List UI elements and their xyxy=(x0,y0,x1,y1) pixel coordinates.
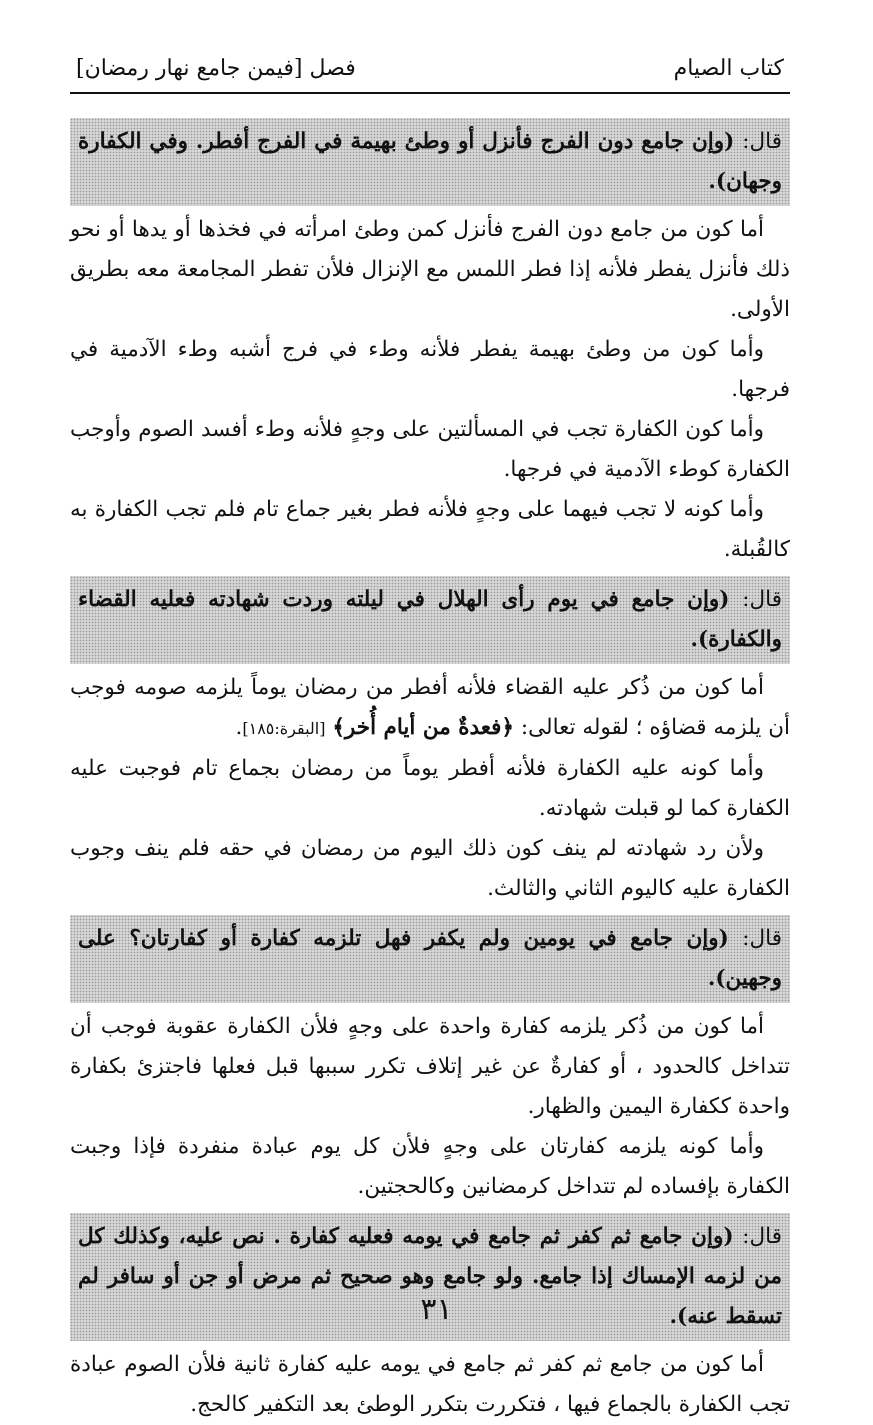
paragraph-text: أما كون من ذُكر عليه القضاء فلأنه أفطر من رمضان يوماً يلزمه صومه فوجب أن يلزمه قضاؤه ؛ لقوله تعالى: xyxy=(70,675,790,740)
commentary-paragraph: أما كون من جامع دون الفرج فأنزل كمن وطئ امرأته في فخذها أو يدها أو نحو ذلك فأنزل يفطر فلأنه إذا فطر اللمس مع الإنزال فلأن تفطر المجامعة معه بطريق الأولى. xyxy=(70,217,790,322)
commentary-paragraph: أما كون من ذُكر يلزمه كفارة واحدة على وجهٍ فلأن الكفارة عقوبة فوجب أن تتداخل كالحدود ، أو كفارةٌ عن غير إتلاف تكرر سببها قبل فعلها فاجتزئ بكفارة واحدة ككفارة اليمين والظهار. xyxy=(70,1014,790,1119)
page-number: ٣١ xyxy=(420,1292,453,1327)
running-header xyxy=(70,52,790,94)
matn-text: (وإن جامع في يوم رأى الهلال في ليلته وردت شهادته فعليه القضاء والكفارة). xyxy=(78,587,782,652)
commentary-paragraph: وأما كونه لا تجب فيهما على وجهٍ فلأنه فطر بغير جماع تام فلم تجب الكفارة به كالقُبلة. xyxy=(70,497,790,562)
header-chapter-title: فصل [فيمن جامع نهار رمضان] xyxy=(76,56,356,81)
verse-reference: [البقرة:١٨٥] xyxy=(242,719,326,738)
header-book-title: كتاب الصيام xyxy=(673,56,784,81)
matn-block xyxy=(70,576,790,664)
matn-label: قال: xyxy=(742,129,782,154)
matn-text: (وإن جامع في يومين ولم يكفر فهل تلزمه كفارة أو كفارتان؟ على وجهين). xyxy=(78,926,782,991)
matn-label: قال: xyxy=(742,587,782,612)
page-body xyxy=(70,118,790,1425)
commentary-paragraph: وأما كون الكفارة تجب في المسألتين على وجهٍ فلأنه وطء أفسد الصوم وأوجب الكفارة كوطء الآدمية في فرجها. xyxy=(70,417,790,482)
matn-label: قال: xyxy=(742,1224,782,1249)
commentary-paragraph: وأما كونه عليه الكفارة فلأنه أفطر يوماً من رمضان بجماع تام فوجبت عليه الكفارة كما لو قبلت شهادته. xyxy=(70,756,790,821)
paragraph-end-dot: . xyxy=(235,715,243,740)
matn-block xyxy=(70,915,790,1003)
commentary-paragraph xyxy=(70,668,790,749)
commentary-paragraph: ولأن رد شهادته لم ينف كون ذلك اليوم من رمضان في حقه فلم ينف وجوب الكفارة عليه كاليوم الثاني والثالث. xyxy=(70,836,790,901)
matn-label: قال: xyxy=(742,926,782,951)
commentary-paragraph: وأما كون من وطئ بهيمة يفطر فلأنه وطء في فرج أشبه وطء الآدمية في فرجها. xyxy=(70,337,790,402)
matn-text: (وإن جامع دون الفرج فأنزل أو وطئ بهيمة في الفرج أفطر. وفي الكفارة وجهان). xyxy=(78,129,782,194)
commentary-paragraph: أما كون من جامع ثم كفر ثم جامع في يومه عليه كفارة ثانية فلأن الصوم عبادة تجب الكفارة بالجماع فيها ، فتكررت بتكرر الوطئ بعد التكفير كالحج. xyxy=(70,1352,790,1417)
matn-block xyxy=(70,118,790,206)
commentary-paragraph: وأما كونه يلزمه كفارتان على وجهٍ فلأن كل يوم عبادة منفردة فإذا وجبت الكفارة بإفساده لم تتداخل كرمضانين وكالحجتين. xyxy=(70,1134,790,1199)
quran-quote: ﴿فعدةٌ من أيام أُخر﴾ xyxy=(332,715,515,740)
matn-text: (وإن جامع ثم كفر ثم جامع في يومه فعليه كفارة . نص عليه، وكذلك كل من لزمه الإمساك إذا جامع. ولو جامع وهو صحيح ثم مرض أو جن أو سافر لم تسقط عنه). xyxy=(78,1224,782,1329)
